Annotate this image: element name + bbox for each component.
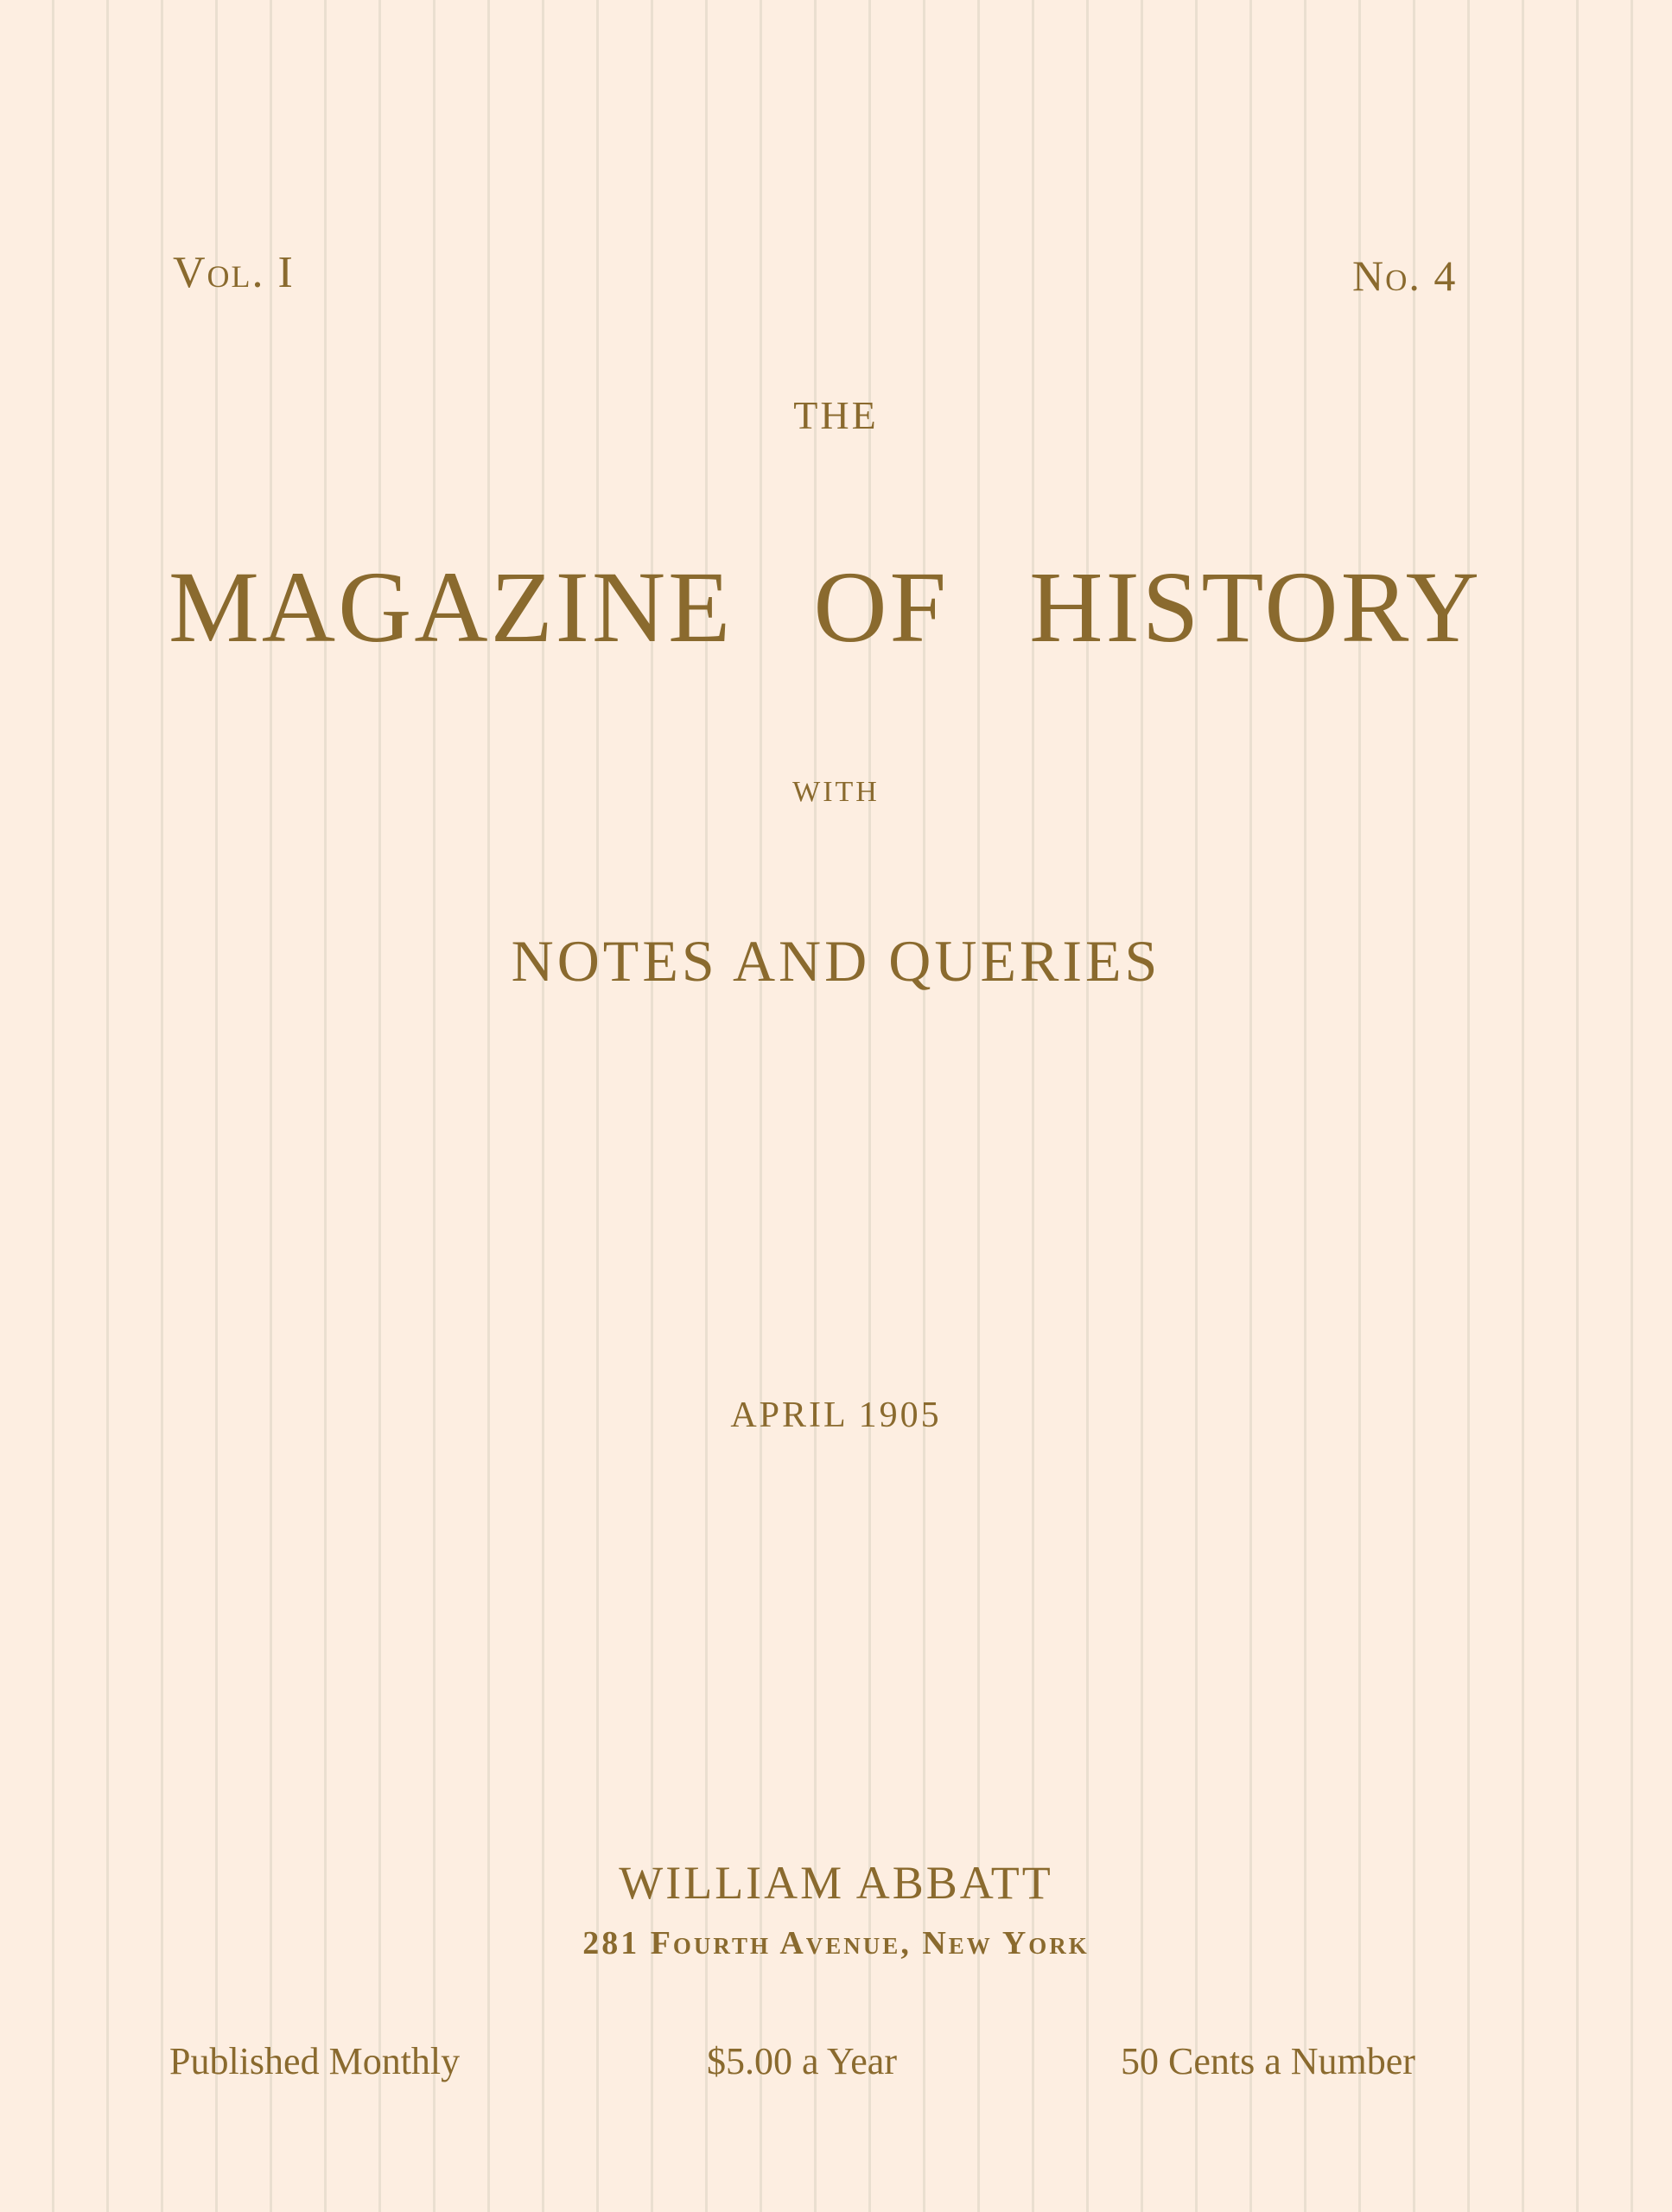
publisher-address: 281 Fourth Avenue, New York xyxy=(582,1925,1090,1961)
magazine-subtitle: NOTES AND QUERIES xyxy=(511,928,1161,994)
issue-number: No. 4 xyxy=(1352,251,1458,300)
annual-price: $5.00 a Year xyxy=(707,2040,897,2082)
title-connector: WITH xyxy=(792,776,880,808)
issue-date: APRIL 1905 xyxy=(730,1395,942,1435)
issue-price: 50 Cents a Number xyxy=(1121,2040,1415,2082)
magazine-title: MAGAZINE OF HISTORY xyxy=(168,550,1482,664)
publication-frequency: Published Monthly xyxy=(169,2040,461,2082)
publisher-name: WILLIAM ABBATT xyxy=(619,1857,1053,1909)
volume-label: Vol. I xyxy=(173,248,295,297)
title-article: THE xyxy=(793,393,879,437)
